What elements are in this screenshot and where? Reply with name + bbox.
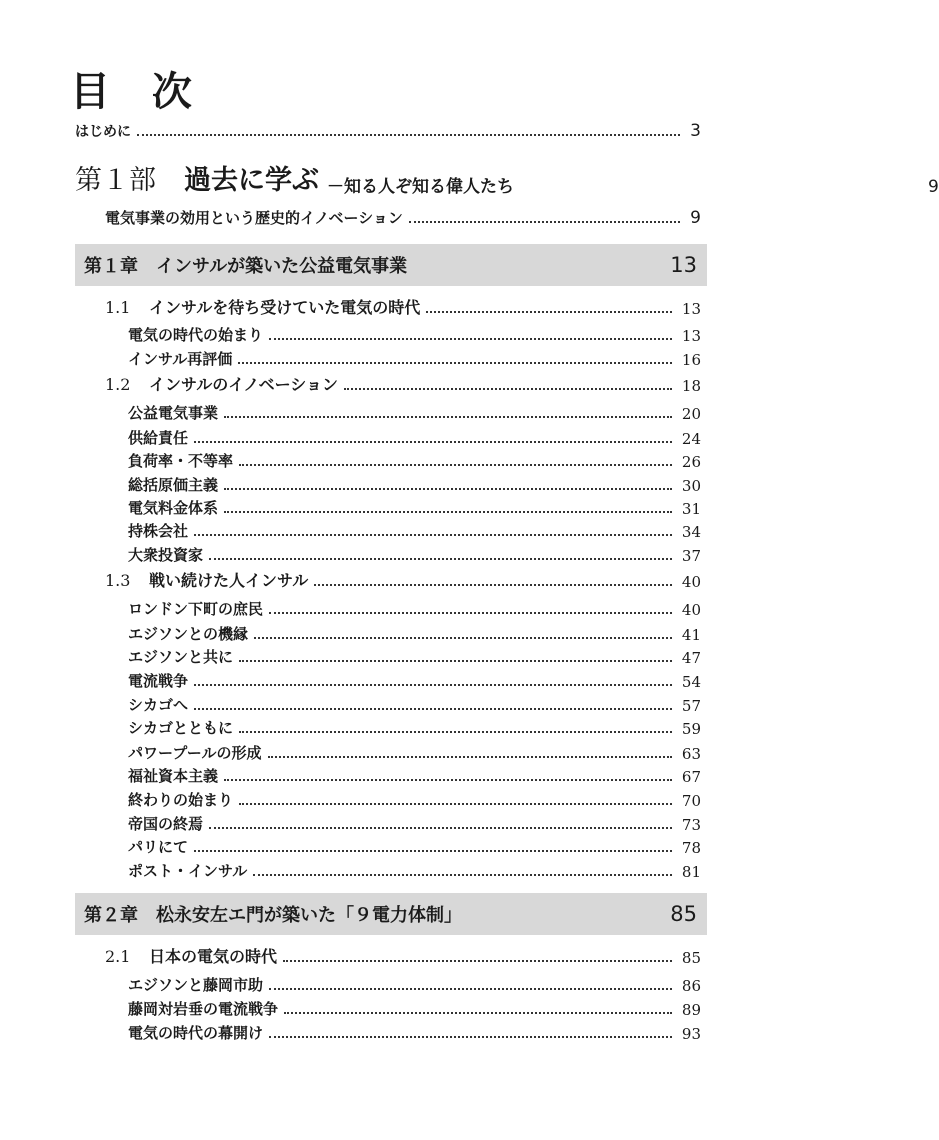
toc-page-number: 78 [681, 839, 701, 857]
leader-dots [194, 849, 672, 852]
subsection-label: パワープールの形成 [128, 744, 262, 762]
toc-page-number: 13 [681, 300, 701, 318]
leader-dots [314, 583, 672, 586]
subsection-label: シカゴとともに [128, 719, 234, 737]
leader-dots [238, 361, 672, 364]
toc-page-number: 9 [690, 208, 701, 228]
toc-section[interactable] [105, 372, 701, 395]
section-label: インサルのイノベーション [149, 375, 338, 394]
subsection-label: ロンドン下町の庶民 [128, 600, 264, 618]
toc-subsection[interactable] [128, 694, 701, 715]
subsection-label: ポスト・インサル [128, 862, 248, 880]
toc-subsection[interactable] [128, 520, 701, 541]
subsection-label: エジソンと藤岡市助 [128, 976, 264, 994]
subsection-label: 電流戦争 [128, 672, 189, 690]
toc-page-number: 18 [681, 377, 701, 395]
toc-subsection[interactable] [128, 813, 701, 834]
toc-subsection[interactable] [128, 836, 701, 857]
leader-dots [269, 337, 672, 340]
leader-dots [224, 487, 672, 490]
toc-subsection[interactable] [128, 717, 701, 738]
toc-subsection[interactable] [128, 544, 701, 565]
section-number: 1.1 [105, 298, 131, 317]
toc-subsection[interactable] [128, 998, 701, 1019]
leader-dots [239, 463, 672, 466]
toc-page-number: 31 [681, 500, 701, 518]
part-subtitle: －知る人ぞ知る偉人たち [327, 177, 514, 197]
toc-page-number: 57 [681, 697, 701, 715]
toc-page-number: 26 [681, 453, 701, 471]
leader-dots [409, 220, 680, 223]
toc-subsection[interactable] [128, 974, 701, 995]
toc-subsection[interactable] [128, 646, 701, 667]
leader-dots [254, 636, 672, 639]
subsection-label: 供給責任 [128, 429, 189, 447]
chapter-title: 松永安左エ門が築いた「９電力体制」 [156, 905, 462, 926]
subsection-label: エジソンと共に [128, 648, 234, 666]
toc-subsection[interactable] [128, 598, 701, 619]
leader-dots [137, 133, 680, 136]
toc-subsection[interactable] [128, 1022, 701, 1043]
toc-subsection[interactable] [128, 348, 701, 369]
leader-dots [268, 755, 672, 758]
leader-dots [224, 415, 672, 418]
toc-page-number: 81 [681, 863, 701, 881]
toc-subsection[interactable] [128, 860, 701, 881]
leader-dots [239, 659, 672, 662]
subsection-label: 総括原価主義 [128, 476, 219, 494]
chapter-page-number: 13 [670, 253, 697, 277]
leader-dots [224, 778, 672, 781]
toc-page-number: 85 [681, 949, 701, 967]
leader-dots [209, 826, 672, 829]
subsection-label: 福祉資本主義 [128, 767, 219, 785]
subsection-label: インサル再評価 [128, 350, 233, 368]
section-number: 1.3 [105, 571, 131, 590]
section-label: 戦い続けた人インサル [149, 571, 309, 590]
toc-entry-label: はじめに [75, 124, 131, 140]
toc-page-number: 24 [681, 430, 701, 448]
leader-dots [269, 1035, 672, 1038]
toc-subsection[interactable] [128, 324, 701, 345]
subsection-label: 電気の時代の幕開け [128, 1024, 264, 1042]
leader-dots [194, 440, 672, 443]
toc-page-number: 59 [681, 720, 701, 738]
toc-section[interactable] [105, 944, 701, 967]
toc-part-1[interactable] [75, 158, 939, 197]
toc-page-number: 16 [681, 351, 701, 369]
subsection-label: 大衆投資家 [128, 546, 204, 564]
leader-dots [194, 533, 672, 536]
toc-subsection[interactable] [128, 623, 701, 644]
chapter-page-number: 85 [670, 902, 697, 926]
toc-subsection[interactable] [128, 497, 701, 518]
toc-page-number: 54 [681, 673, 701, 691]
leader-dots [344, 387, 672, 390]
toc-page-number: 37 [681, 547, 701, 565]
toc-subsection[interactable] [128, 742, 701, 763]
toc-page-number: 47 [681, 649, 701, 667]
section-label: インサルを待ち受けていた電気の時代 [149, 298, 421, 317]
subsection-label: 負荷率・不等率 [128, 452, 234, 470]
section-number: 1.2 [105, 375, 131, 394]
part-title: 過去に学ぶ [184, 165, 319, 196]
leader-dots [426, 310, 672, 313]
toc-page-number: 9 [928, 177, 939, 197]
toc-subsection[interactable] [128, 670, 701, 691]
toc-section[interactable] [105, 295, 701, 318]
chapter-number: 第１章 [84, 256, 138, 277]
chapter-header-1[interactable] [75, 244, 707, 286]
toc-page-number: 30 [681, 477, 701, 495]
section-label: 日本の電気の時代 [149, 947, 278, 966]
toc-entry-label: 電気事業の効用という歴史的イノベーション [105, 209, 403, 227]
toc-section[interactable] [105, 568, 701, 591]
toc-page-number: 86 [681, 977, 701, 995]
toc-subsection[interactable] [128, 765, 701, 786]
subsection-label: パリにて [128, 838, 189, 856]
subsection-label: 帝国の終焉 [128, 815, 204, 833]
toc-subsection[interactable] [128, 450, 701, 471]
leader-dots [284, 1011, 672, 1014]
toc-page-number: 70 [681, 792, 701, 810]
toc-page-number: 73 [681, 816, 701, 834]
chapter-number: 第２章 [84, 905, 138, 926]
leader-dots [224, 510, 672, 513]
toc-entry-part-intro[interactable] [105, 207, 701, 228]
subsection-label: エジソンとの機縁 [128, 625, 249, 643]
subsection-label: 電気料金体系 [128, 499, 219, 517]
toc-subsection[interactable] [128, 402, 701, 423]
toc-page-number: 93 [681, 1025, 701, 1043]
subsection-label: シカゴへ [128, 696, 189, 714]
toc-page-number: 3 [690, 121, 701, 141]
toc-subsection[interactable] [128, 474, 701, 495]
leader-dots [283, 959, 672, 962]
chapter-title: インサルが築いた公益電気事業 [156, 256, 408, 277]
section-number: 2.1 [105, 947, 131, 966]
toc-page-number: 41 [681, 626, 701, 644]
leader-dots [209, 557, 672, 560]
leader-dots [239, 730, 672, 733]
subsection-label: 電気の時代の始まり [128, 326, 264, 344]
toc-page-number: 40 [681, 601, 701, 619]
page-title: 目 次 [70, 69, 206, 115]
toc-page-number: 20 [681, 405, 701, 423]
chapter-header-2[interactable] [75, 893, 707, 935]
toc-subsection[interactable] [128, 789, 701, 810]
toc-page-number: 89 [681, 1001, 701, 1019]
toc-page-number: 40 [681, 573, 701, 591]
leader-dots [194, 707, 672, 710]
subsection-label: 公益電気事業 [128, 404, 219, 422]
subsection-label: 終わりの始まり [128, 791, 234, 809]
toc-entry-intro[interactable] [75, 121, 701, 141]
subsection-label: 藤岡対岩垂の電流戦争 [128, 1000, 279, 1018]
toc-page-number: 34 [681, 523, 701, 541]
part-number: 第１部 [75, 165, 156, 196]
leader-dots [194, 683, 672, 686]
toc-page-number: 63 [681, 745, 701, 763]
toc-page-number: 67 [681, 768, 701, 786]
subsection-label: 持株会社 [128, 522, 189, 540]
toc-subsection[interactable] [128, 427, 701, 448]
toc-page-number: 13 [681, 327, 701, 345]
leader-dots [269, 987, 672, 990]
leader-dots [239, 802, 672, 805]
leader-dots [269, 611, 672, 614]
leader-dots [253, 873, 672, 876]
